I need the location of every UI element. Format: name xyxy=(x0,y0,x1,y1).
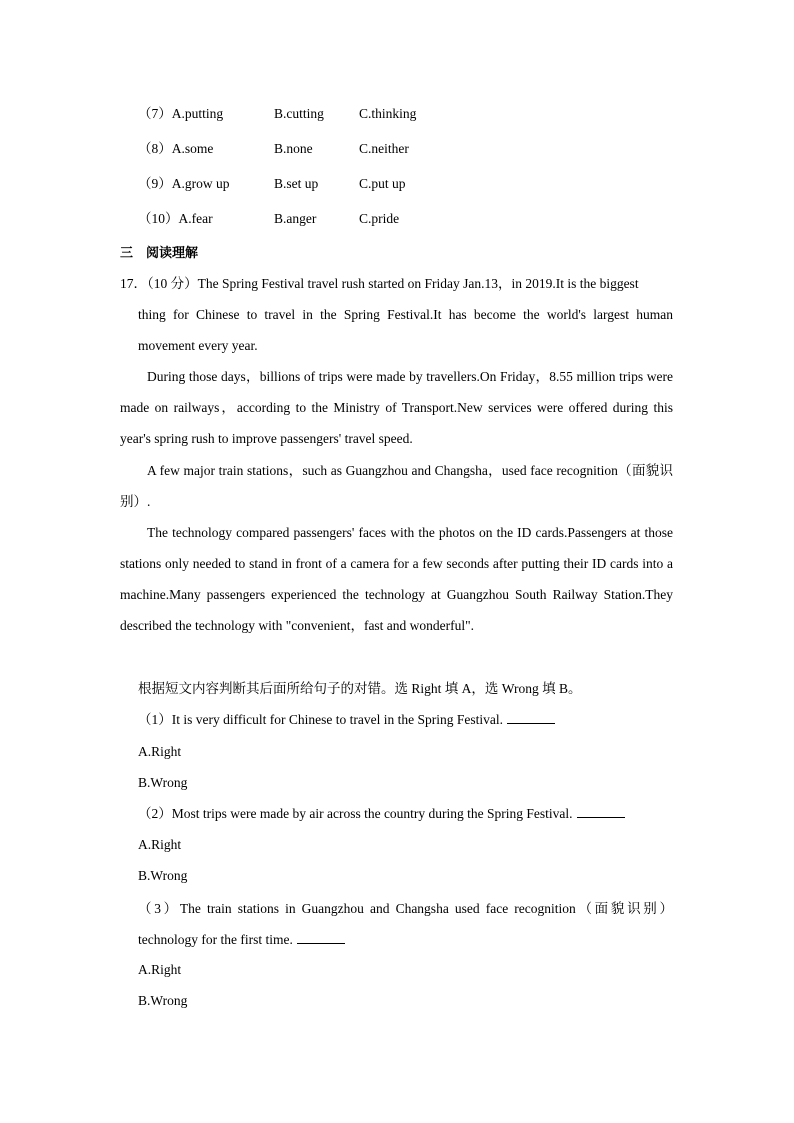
choice-right[interactable]: A.Right xyxy=(138,962,182,977)
passage-paragraph-3 xyxy=(120,517,673,641)
option-a: （7）A.putting xyxy=(138,106,224,121)
option-a: （9）A.grow up xyxy=(138,176,230,191)
question-17-intro-first: The Spring Festival travel rush started on Friday Jan.13，in 2019.It is the biggest xyxy=(197,276,639,291)
subquestion-3 xyxy=(138,893,673,955)
section-heading: 三 阅读理解 xyxy=(120,246,199,261)
subquestion-1-text: （1）It is very difficult for Chinese to travel in the Spring Festival. xyxy=(138,712,503,727)
option-a: （8）A.some xyxy=(138,141,214,156)
option-c: C.thinking xyxy=(359,106,417,121)
passage-paragraph-1 xyxy=(120,361,673,454)
passage-paragraph-2 xyxy=(120,455,673,517)
paragraph-3-text: The technology compared passengers' faces with the photos on the ID cards.Passengers at those stations only needed to stand in front of a camera for a few seconds after putting their ID cards into a machine.Many passengers experienced the technology at Guangzhou South Railway Station.They described the technology with "convenient，fast and wonderful". xyxy=(120,525,673,633)
question-17-intro-rest: thing for Chinese to travel in the Spring Festival.It has become the world's largest human movement every year. xyxy=(138,307,673,353)
answer-blank[interactable] xyxy=(297,931,345,944)
option-b: B.set up xyxy=(274,176,319,191)
option-a: （10）A.fear xyxy=(138,211,213,226)
choice-wrong[interactable]: B.Wrong xyxy=(138,775,188,790)
paragraph-1-text: During those days，billions of trips were made by travellers.On Friday，8.55 million trips were made on railways，according to the Ministry of Transport.New services were offered during this year's spring rush to improve passengers' travel speed. xyxy=(120,369,673,446)
choice-wrong[interactable]: B.Wrong xyxy=(138,868,188,883)
option-b: B.none xyxy=(274,141,313,156)
option-c: C.neither xyxy=(359,141,409,156)
subquestion-2 xyxy=(138,804,625,824)
option-b: B.cutting xyxy=(274,106,324,121)
subquestion-1 xyxy=(138,710,555,730)
paragraph-2-text: A few major train stations，such as Guangzhou and Changsha，used face recognition（面貌识别）. xyxy=(120,463,673,509)
choice-right[interactable]: A.Right xyxy=(138,744,182,759)
option-c: C.pride xyxy=(359,211,400,226)
choice-wrong[interactable]: B.Wrong xyxy=(138,993,188,1008)
subquestion-2-text: （2）Most trips were made by air across the country during the Spring Festival. xyxy=(138,806,573,821)
option-b: B.anger xyxy=(274,211,317,226)
option-c: C.put up xyxy=(359,176,406,191)
answer-blank[interactable] xyxy=(507,711,555,724)
question-17-label: 17．（10 分） xyxy=(120,276,198,291)
answer-blank[interactable] xyxy=(577,805,625,818)
subquestion-3-text: （3）The train stations in Guangzhou and Changsha used face recognition（面貌识别）technology for the first time. xyxy=(138,901,673,947)
question-17-header xyxy=(120,268,673,299)
instruction: 根据短文内容判断其后面所给句子的对错。选 Right 填 A，选 Wrong 填 B。 xyxy=(138,681,582,696)
choice-right[interactable]: A.Right xyxy=(138,837,182,852)
